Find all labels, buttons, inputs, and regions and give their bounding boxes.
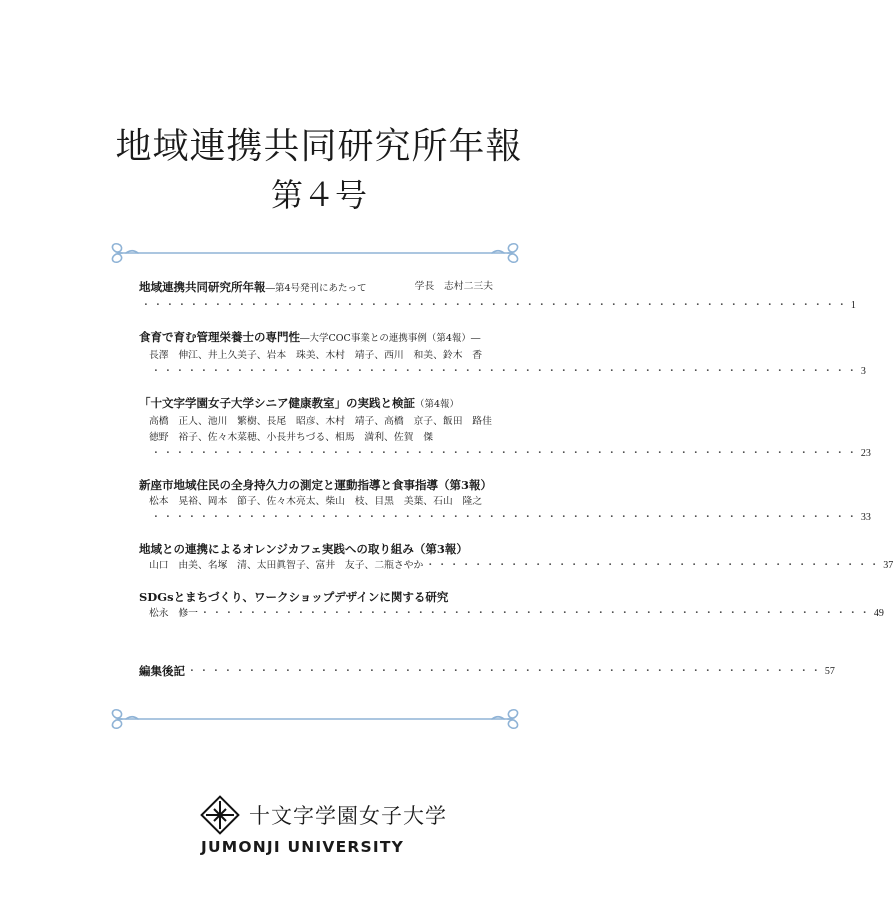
toc-dots-line: 松永 修一 ・・・・・・・・・・・・・・・・・・・・・・・・・・・・・・・・・・・・・・・・・・・・・・・・・・・・・・・・ 49 bbox=[139, 606, 493, 622]
toc-dots-line: ・・・・・・・・・・・・・・・・・・・・・・・・・・・・・・・・・・・・・・・・・・・・・・・・・・・・・・・・・・・ 1 bbox=[139, 298, 493, 314]
toc-page-number: 57 bbox=[824, 666, 835, 677]
toc-page-number: 3 bbox=[860, 366, 866, 377]
toc-dots-line: ・・・・・・・・・・・・・・・・・・・・・・・・・・・・・・・・・・・・・・・・・・・・・・・・・・・・・・・・・・・ 23 bbox=[139, 446, 493, 462]
toc-entry[interactable] bbox=[139, 588, 884, 622]
toc-entry-authors: 長澤 伸江、井上久美子、岩本 珠美、木村 靖子、西川 和美、鈴木 香 bbox=[149, 350, 483, 361]
toc-entry-title: 新座市地域住民の全身持久力の測定と運動指導と食事指導（第3報） bbox=[139, 478, 492, 492]
toc-entry-authors: 山口 由美、名塚 清、太田眞智子、富井 友子、二瓶さやか bbox=[149, 560, 424, 571]
toc-entry[interactable] bbox=[139, 662, 835, 680]
page-title: 地域連携共同研究所年報 bbox=[115, 126, 523, 167]
table-of-contents bbox=[139, 278, 893, 680]
toc-dots-line: ・・・・・・・・・・・・・・・・・・・・・・・・・・・・・・・・・・・・・・・・・・・・・・・・・・・・・・・・・・・ 3 bbox=[139, 364, 493, 380]
toc-entry-title: 地域連携共同研究所年報―第4号発刊にあたって bbox=[139, 280, 367, 294]
issue-number: 第４号 bbox=[270, 176, 367, 214]
toc-entry-title: 食育で育む管理栄養士の専門性―大学COC事業との連携事例（第4報）― bbox=[139, 330, 481, 344]
toc-entry-title: 編集後記 bbox=[139, 664, 185, 678]
toc-entry[interactable] bbox=[139, 278, 856, 314]
university-name-en: JUMONJI UNIVERSITY bbox=[201, 838, 405, 856]
toc-entry-title: SDGsとまちづくり、ワークショップデザインに関する研究 bbox=[139, 590, 449, 604]
toc-entry-title: 「十文字学園女子大学シニア健康教室」の実践と検証（第4報） bbox=[139, 396, 460, 410]
toc-dots-line: ・・・・・・・・・・・・・・・・・・・・・・・・・・・・・・・・・・・・・・・・・・・・・・・・・・・・・・・・・・・ 33 bbox=[139, 510, 493, 526]
toc-dots-line: 編集後記 ・・・・・・・・・・・・・・・・・・・・・・・・・・・・・・・・・・・・・・・・・・・・・・・・・・・・・ 57 bbox=[139, 664, 835, 678]
top-ornament-divider bbox=[108, 240, 522, 266]
toc-dots-line: 山口 由美、名塚 清、太田眞智子、富井 友子、二瓶さやか ・・・・・・・・・・・・・・・・・・・・・・・・・・・・・・・・・・・・・・ 37 bbox=[139, 558, 493, 574]
toc-entry[interactable] bbox=[139, 394, 871, 462]
toc-entry-authors: 松本 晃裕、岡本 節子、佐々木亮太、柴山 枝、目黒 美葉、石山 隆之 bbox=[149, 496, 483, 507]
toc-entry[interactable] bbox=[139, 540, 893, 574]
toc-page-number: 37 bbox=[883, 560, 893, 571]
toc-page-number: 33 bbox=[860, 512, 871, 523]
toc-page-number: 23 bbox=[860, 448, 871, 459]
toc-entry-president: 学長 志村二三夫 bbox=[414, 281, 493, 292]
jumonji-cross-emblem-icon bbox=[199, 794, 241, 836]
toc-page-number: 49 bbox=[873, 608, 884, 619]
toc-entry[interactable] bbox=[139, 476, 871, 526]
university-name-jp: 十文字学園女子大学 bbox=[249, 804, 447, 828]
toc-entry-authors: 徳野 裕子、佐々木菜穂、小長井ちづる、相馬 満利、佐賀 傑 bbox=[149, 432, 434, 443]
toc-entry-title: 地域との連携によるオレンジカフェ実践への取り組み（第3報） bbox=[139, 542, 468, 556]
toc-entry[interactable] bbox=[139, 328, 866, 380]
university-logo bbox=[199, 792, 459, 862]
toc-page-number: 1 bbox=[850, 300, 856, 311]
bottom-ornament-divider bbox=[108, 706, 522, 732]
toc-entry-authors: 松永 修一 bbox=[149, 608, 198, 619]
toc-entry-authors: 高橋 正人、池川 繁樹、長尾 昭彦、木村 靖子、高橋 京子、飯田 路佳 bbox=[149, 416, 492, 427]
